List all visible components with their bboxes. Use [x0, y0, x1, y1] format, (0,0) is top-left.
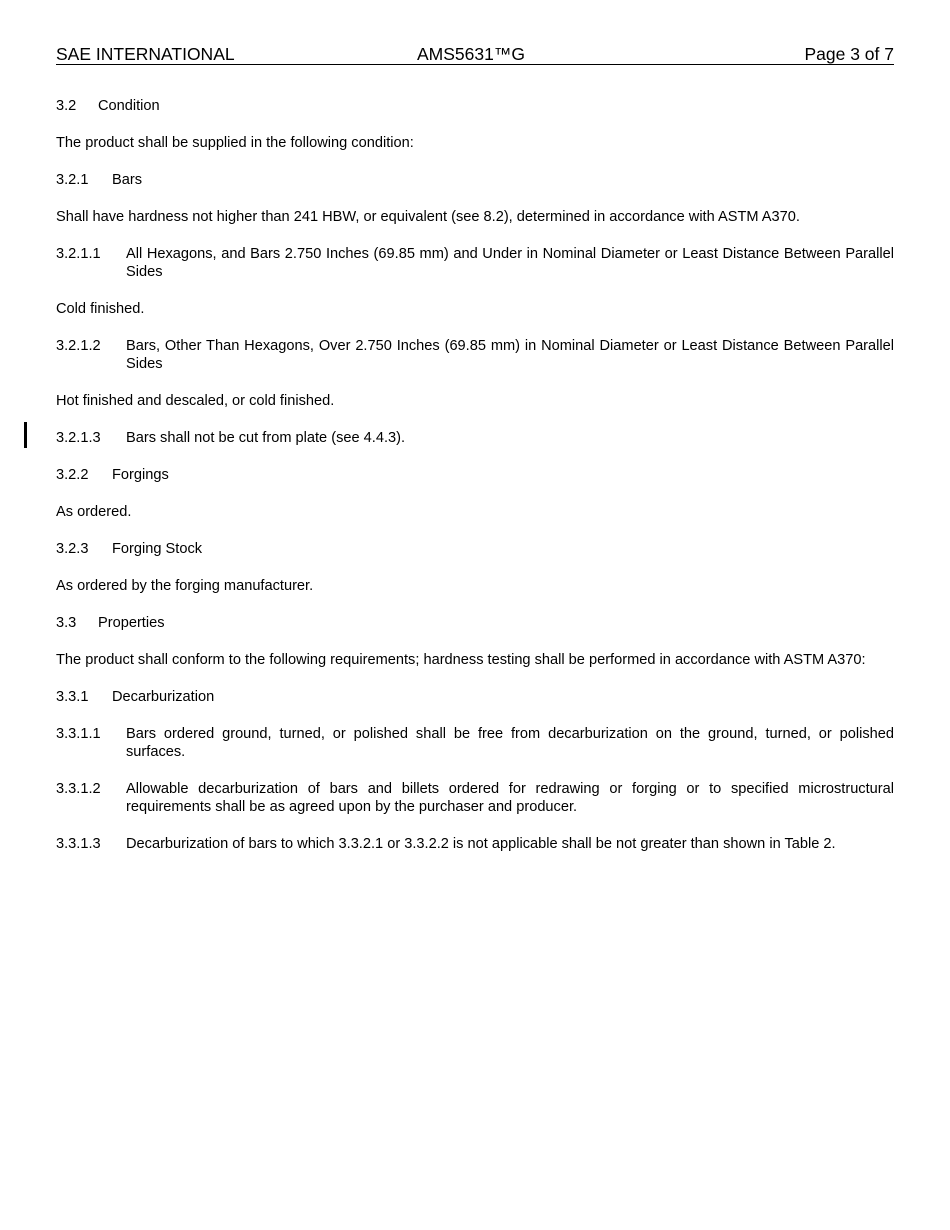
section-text: Bars, Other Than Hexagons, Over 2.750 Inches (69.85 mm) in Nominal Diameter or Least Distance Between Parallel Sides	[126, 338, 894, 372]
header-page-number: Page 3 of 7	[804, 44, 894, 64]
section-3-2-1-3	[56, 429, 894, 447]
revision-change-bar	[24, 422, 27, 448]
section-text: Bars ordered ground, turned, or polished shall be free from decarburization on the ground, turned, or polished surfaces.	[126, 726, 894, 760]
section-title: Decarburization	[112, 689, 215, 705]
paragraph-cold-finished: Cold finished.	[56, 301, 145, 317]
document-body	[56, 97, 894, 853]
section-number: 3.2.1.3	[56, 430, 101, 446]
section-3-2-1-1	[56, 245, 894, 281]
section-number: 3.3.1.2	[56, 781, 101, 797]
section-text: Decarburization of bars to which 3.3.2.1 or 3.3.2.2 is not applicable shall be not greater than shown in Table 2.	[126, 836, 836, 852]
paragraph-forgings: As ordered.	[56, 504, 132, 520]
section-text: All Hexagons, and Bars 2.750 Inches (69.85 mm) and Under in Nominal Diameter or Least Distance Between Parallel Sides	[126, 246, 894, 280]
paragraph-condition: The product shall be supplied in the following condition:	[56, 135, 414, 151]
section-3-3-1-2	[56, 780, 894, 816]
section-number: 3.2	[56, 98, 77, 114]
section-title: Forging Stock	[112, 541, 203, 557]
section-number: 3.3.1	[56, 689, 89, 705]
header-doc-id: AMS5631™G	[417, 44, 525, 64]
section-3-2-heading	[56, 97, 894, 115]
section-title: Condition	[98, 98, 160, 114]
paragraph-hot-finished: Hot finished and descaled, or cold finished.	[56, 393, 335, 409]
section-number: 3.2.3	[56, 541, 89, 557]
section-number: 3.3.1.1	[56, 726, 101, 742]
section-number: 3.3.1.3	[56, 836, 101, 852]
section-title: Properties	[98, 615, 165, 631]
section-text: Bars shall not be cut from plate (see 4.4.3).	[126, 430, 406, 446]
section-3-3-1-1	[56, 725, 894, 761]
section-3-2-1-2	[56, 337, 894, 373]
paragraph-forging-stock: As ordered by the forging manufacturer.	[56, 578, 314, 594]
section-number: 3.2.1.1	[56, 246, 101, 262]
section-title: Forgings	[112, 467, 169, 483]
section-number: 3.3	[56, 615, 77, 631]
section-3-2-3-heading	[56, 540, 894, 558]
paragraph-properties: The product shall conform to the following requirements; hardness testing shall be performed in accordance with ASTM A370:	[56, 652, 866, 668]
section-number: 3.2.1	[56, 172, 89, 188]
section-3-2-2-heading	[56, 466, 894, 484]
section-title: Bars	[112, 172, 143, 188]
section-3-3-1-3	[56, 835, 894, 853]
section-number: 3.2.2	[56, 467, 89, 483]
header-org: SAE INTERNATIONAL	[56, 44, 235, 64]
paragraph-bars: Shall have hardness not higher than 241 HBW, or equivalent (see 8.2), determined in accordance with ASTM A370.	[56, 209, 800, 225]
section-text: Allowable decarburization of bars and billets ordered for redrawing or forging or to specified microstructural requirements shall be as agreed upon by the purchaser and producer.	[126, 781, 894, 815]
section-3-2-1-heading	[56, 171, 894, 189]
page-header	[56, 44, 894, 65]
section-3-3-heading	[56, 614, 894, 632]
section-number: 3.2.1.2	[56, 338, 101, 354]
section-3-3-1-heading	[56, 688, 894, 706]
